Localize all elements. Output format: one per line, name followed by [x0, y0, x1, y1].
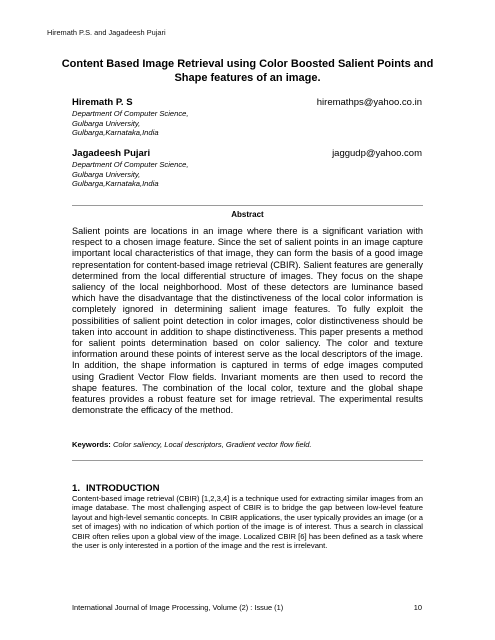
abstract-text: Salient points are locations in an image where there is a significant variation with respect to a chosen image feature. Since the set of salient points in an image capture important local characteristics of that image, they can form the basis of a good image representation for content-based image retrieval (CBIR). Salient features are generally determined from the local differential structure of images. They focus on the shape saliency of the local neighborhood. Most of these detectors are luminance based which have the disadvantage that the distinctiveness of the local color information is completely ignored in determining salient image features. To fully exploit the possibilities of salient point detection in color images, color distinctiveness should be taken into account in addition to shape distinctiveness. This paper presents a method for salient points determination based on color saliency. The color and texture information around these points of interest serve as the local descriptors of the image. In addition, the shape information is captured in terms of edge images computed using Gradient Vector Flow fields. Invariant moments are then used to record the shape features. The combination of the local color, texture and the global shape features provides a robust feature set for image retrieval. The experimental results demonstrate the efficacy of the method.	[72, 226, 423, 416]
author-affiliation-line: Gulbarga,Karnataka,India	[72, 179, 159, 189]
keywords	[72, 440, 423, 450]
author-email: hiremathps@yahoo.co.in	[316, 97, 422, 108]
section-title: INTRODUCTION	[86, 483, 160, 494]
author-block-2	[72, 148, 189, 189]
author-affiliation-line: Department Of Computer Science,	[72, 109, 189, 118]
keywords-label: Keywords:	[72, 440, 111, 449]
page-number: 10	[413, 603, 422, 612]
divider-line	[72, 460, 423, 461]
paper-title: Content Based Image Retrieval using Color Boosted Salient Points and Shape features of an image.	[61, 58, 434, 84]
abstract-heading: Abstract	[231, 210, 264, 219]
author-name: Jagadeesh Pujari	[72, 148, 151, 159]
author-email: jaggudp@yahoo.com	[332, 148, 422, 159]
section-heading	[72, 483, 166, 494]
author-block-1	[72, 97, 189, 138]
author-affiliation-line: Gulbarga,Karnataka,India	[72, 128, 159, 138]
footer-journal: International Journal of Image Processing, Volume (2) : Issue (1)	[72, 603, 284, 612]
divider-line	[72, 205, 423, 206]
section-number: 1.	[72, 483, 81, 494]
running-head: Hiremath P.S. and Jagadeesh Pujari	[47, 28, 166, 37]
section-text: Content-based image retrieval (CBIR) [1,2,3,4] is a technique used for extracting similar images from an image database. The most challenging aspect of CBIR is to bridge the gap between low-level feature layout and high-level semantic concepts. In CBIR applications, the user typically provides an image (or a set of images) with no indication of which portion of the image is of interest. Thus a search in classical CBIR often relies upon a global view of the image. Localized CBIR [6] has been defined as a task where the user is only interested in a portion of the image and the rest is irrelevant.	[72, 494, 423, 551]
author-affiliation-line: Gulbarga University,	[72, 169, 141, 179]
author-name: Hiremath P. S	[72, 97, 133, 108]
author-affiliation-line: Gulbarga University,	[72, 118, 141, 128]
author-affiliation-line: Department Of Computer Science,	[72, 160, 189, 169]
keywords-text: Color saliency, Local descriptors, Gradient vector flow field.	[112, 440, 312, 449]
